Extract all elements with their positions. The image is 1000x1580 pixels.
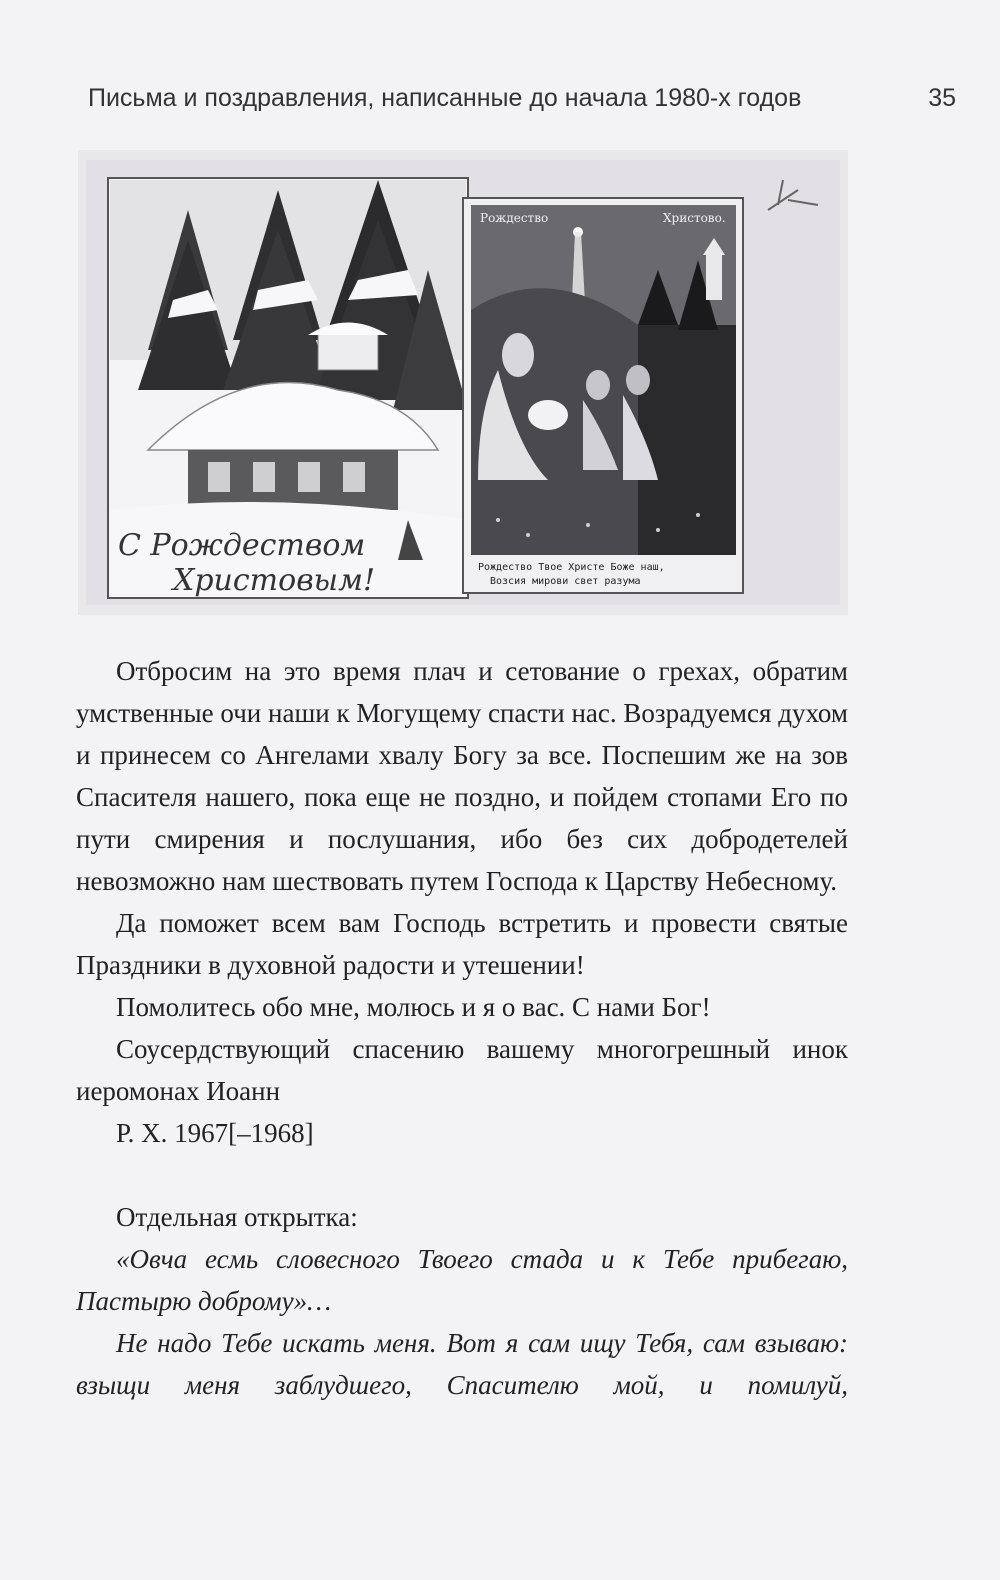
right-card-bottom-line2: Возсия мирови свет разума bbox=[490, 576, 641, 587]
left-postcard bbox=[108, 178, 468, 598]
paragraph-1: Отбросим на это время плач и сетование о грехах, обратим умственные очи наши к Могущему спасти нас. Возрадуемся духом и принесем со Ангелами хвалу Богу за все. Поспешим же на зов Спасителя нашего, пока еще не поздно, и пойдем стопами Его по пути смирения и послушания, ибо без сих добродетелей невозможно нам шествовать путем Господа к Царству Небесному. bbox=[76, 656, 848, 896]
paragraph-3: Помолитесь обо мне, молюсь и я о вас. С нами Бог! bbox=[116, 992, 711, 1022]
running-head bbox=[88, 84, 958, 120]
page-number: 35 bbox=[928, 84, 956, 112]
spacer bbox=[76, 1154, 848, 1196]
right-card-top-left: Рождество bbox=[480, 211, 549, 225]
separate-card-heading: Отдельная открытка: bbox=[116, 1202, 358, 1232]
postcard-figure bbox=[78, 150, 848, 615]
postcard-illustration bbox=[78, 150, 848, 615]
date-line: Р. Х. 1967[–1968] bbox=[116, 1118, 314, 1148]
signature-paragraph: Соусердствующий спасению вашему многогрешный инок иеромонах Иоанн bbox=[76, 1034, 848, 1106]
body-text bbox=[76, 650, 848, 1406]
running-title: Письма и поздравления, написанные до начала 1980-х годов bbox=[88, 84, 802, 112]
quote-paragraph: «Овча есмь словесного Твоего стада и к Тебе прибегаю, Пастырю доброму»… bbox=[76, 1244, 848, 1316]
right-card-bottom-line1: Рождество Твое Христе Боже наш, bbox=[478, 562, 665, 573]
italic-paragraph: Не надо Тебе искать меня. Вот я сам ищу Тебя, сам взываю: взыщи меня заблудшего, Спасителю мой, и помилуй, bbox=[76, 1328, 848, 1400]
left-card-caption-line1: С Рождеством bbox=[118, 528, 366, 563]
left-card-caption-line2: Христовым! bbox=[173, 563, 376, 598]
right-postcard bbox=[463, 198, 743, 593]
right-card-top-right: Христово. bbox=[663, 211, 726, 225]
paragraph-2: Да поможет всем вам Господь встретить и провести святые Праздники в духовной радости и утешении! bbox=[76, 908, 848, 980]
